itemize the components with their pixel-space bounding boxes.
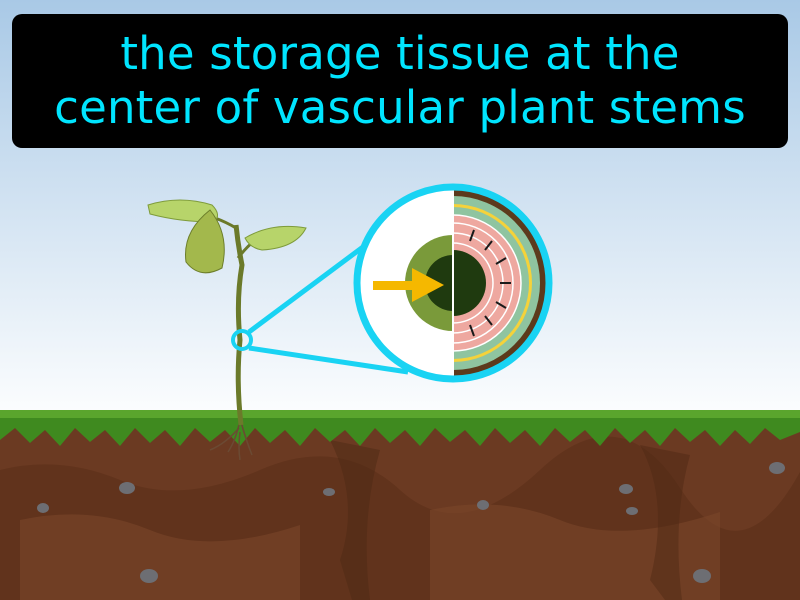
pebble [626,507,638,515]
pebble [323,488,335,496]
caption-line-1: the storage tissue at the [120,27,680,80]
pebble [693,569,711,583]
pebble [769,462,785,474]
pebble [619,484,633,494]
caption-box [12,14,788,148]
soil [0,425,800,600]
pebble [140,569,158,583]
pebble [37,503,49,513]
pebble [119,482,135,494]
caption-line-2: center of vascular plant stems [54,81,746,134]
pebble [477,500,489,510]
